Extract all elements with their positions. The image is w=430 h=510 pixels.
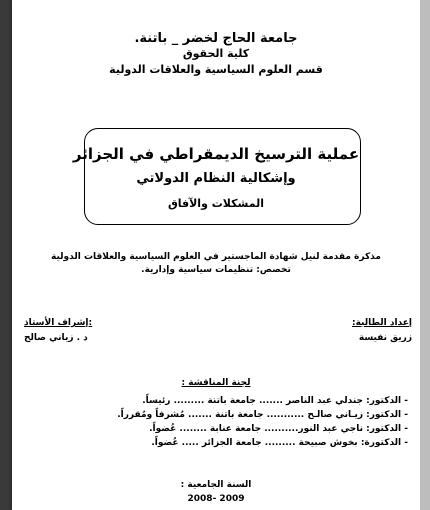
department-name: قسم العلوم السياسية والعلاقات الدولية <box>109 63 323 76</box>
viewer-scrollbar[interactable] <box>420 0 430 510</box>
preparer-name: زريق نفيسة <box>358 333 412 343</box>
preparer-label: إعداد الطالبة: <box>352 318 412 328</box>
specialization: تخصص: تنظيمات سياسية وإدارية. <box>141 265 291 275</box>
academic-year-value: 2008- 2009 <box>187 494 245 504</box>
committee-row: - الدكتور: ناجي عبد النور.......... جامعة عنابة ........ عُضواً. <box>149 424 408 434</box>
academic-year-label: السنة الجامعية : <box>180 480 252 490</box>
thesis-subtitle: المشكلات والآفاق <box>167 197 265 210</box>
supervisor-name: د . زياني صالح <box>24 333 88 343</box>
university-name: جامعة الحاج لخضر _ باتنة. <box>134 31 298 46</box>
faculty-name: كلية الحقوق <box>182 47 250 60</box>
thesis-title-line1: عملية الترسيخ الديمقراطي في الجزائر <box>72 145 360 163</box>
degree-statement: مذكرة مقدمة لنيل شهادة الماجستير في العلوم السياسية والعلاقات الدولية <box>51 252 381 262</box>
committee-row: - الدكتور: جندلي عبد الناصر ....... جامعة باتنة ......... رئيساً. <box>142 396 408 406</box>
document-page <box>12 0 420 510</box>
supervisor-label: إشراف الأستاذ: <box>24 318 93 328</box>
committee-row: - الدكتور: زيـاني صالـح ........... جامعة باتنة ....... مُشرفاً ومُقرراً. <box>117 410 408 420</box>
thesis-title-line2: وإشكالية النظام الدولاتي <box>136 171 296 186</box>
committee-row: - الدكتورة: بخوش صبيحة ......... جامعة الجزائر ..... عُضواً. <box>151 438 408 448</box>
committee-label: لجنة المناقشة : <box>181 378 251 388</box>
